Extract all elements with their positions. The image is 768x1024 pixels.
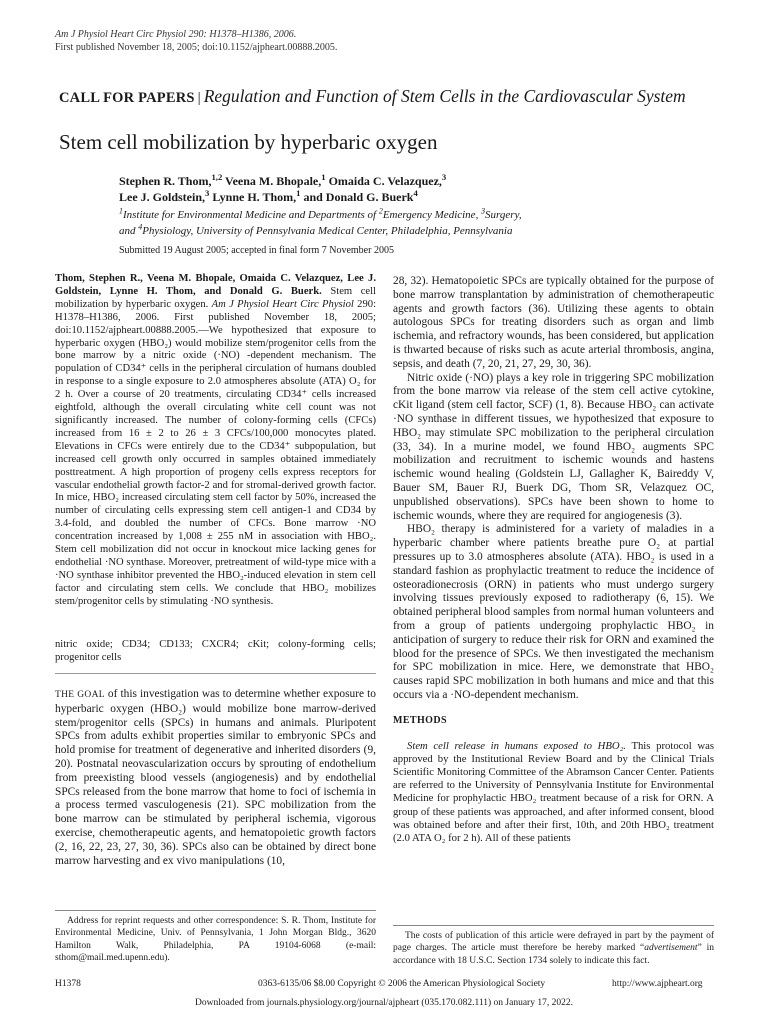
intro-paragraph-2: Nitric oxide (·NO) plays a key role in triggering SPC mobilization from the bone marrow via release of the stem cell active cytokine, cKit ligand (stem cell factor, SCF) (1, 8). Because HBO₂ can activate ·NO synthase in different tissues, we hypothesized that exposure to HBO₂ may stimulate SPC mobilization to the peripheral circulation (33, 34). In a murine model, we found HBO₂ augments SPC mobilization and recruitment to ischemic wounds and hastens ischemic wound healing (Goldstein LJ, Gallagher K, Baireddy V, Bauer SM, Bauer RJ, Buerk DG, Thom SR, Velazquez OC, unpublished observations). SPCs have been shown to home to ischemic wounds, where they are required for angiogenesis (3). bbox=[393, 371, 714, 522]
series-title: Regulation and Function of Stem Cells in the Cardiovascular System bbox=[203, 86, 686, 106]
author-line-1: Stephen R. Thom,$^{1,2}$ Veena M. Bhopale,$^1$ Omaida C. Velazquez,$^3$ bbox=[119, 172, 447, 188]
methods-paragraph bbox=[393, 740, 714, 846]
journal-header bbox=[55, 28, 337, 54]
cost-text-a: The costs of publication of this article were defrayed in part by the payment of page charges. The article must therefore be hereby marked “ bbox=[393, 931, 714, 954]
abstract-citation-rest: 290: H1378–H1386, 2006. First published November 18, 2005; doi:10.1152/ajpheart.00888.2005.— bbox=[55, 298, 377, 336]
cost-text-b: ” in accordance with 18 U.S.C. Section 1734 solely to indicate this fact. bbox=[393, 943, 715, 966]
copyright-line: 0363-6135/06 $8.00 Copyright © 2006 the American Physiological Society bbox=[258, 979, 546, 989]
abstract-citation-authors: Thom, Stephen R., Veena M. Bhopale, Omaida C. Velazquez, Lee J. Goldstein, Lynne H. Thom, and Donald G. Buerk. bbox=[55, 273, 376, 297]
correspondence-footnote bbox=[55, 910, 376, 964]
author-line-2: Lee J. Goldstein,$^3$ Lynne H. Thom,$^1$ and Donald G. Buerk$^4$ bbox=[119, 187, 418, 204]
right-column bbox=[393, 275, 714, 845]
cost-text-advertisement: advertisement bbox=[644, 943, 698, 954]
affiliation-line-1: $^1$Institute for Environmental Medicine and Departments of $^2$Emergency Medicine, $^3$Surgery, bbox=[119, 206, 522, 221]
abstract-journal: Am J Physiol Heart Circ Physiol bbox=[211, 298, 354, 310]
publication-cost-footnote bbox=[393, 925, 714, 967]
abstract-body: We hypothesized that exposure to hyperbaric oxygen (HBO₂) would mobilize stem/progenitor cells from the bone marrow by a nitric oxide (·NO) -dependent mechanism. The population of CD34⁺ cells in the peripheral circulation of humans doubled in response to a single exposure to 2.0 atmospheres absolute (ATA) O₂ for 2 h. Over a course of 20 treatments, circulating CD34⁺ cells increased eightfold, although the overall circulating white cell count was not significantly increased. The number of colony-forming cells (CFCs) increased from 16 ± 2 to 26 ± 3 CFCs/100,000 monocytes plated. Elevations in CFCs were entirely due to the CD34⁺ subpopulation, but increased cell growth only occurred in samples obtained immediately posttreatment. A high proportion of progeny cells express receptors for vascular endothelial growth factor-2 and for stromal-derived growth factor. In mice, HBO₂ increased circulating stem cell factor by 50%, increased the number of circulating cells expressing stem cell antigen-1 and CD34 by 3.4-fold, and doubled the number of CFCs. Bone marrow ·NO concentration increased by 1,008 ± 255 nM in association with HBO₂. Stem cell mobilization did not occur in knockout mice lacking genes for endothelial ·NO synthase. Moreover, pretreatment of wild-type mice with a ·NO synthase inhibitor prevented the HBO₂-induced elevation in stem cell factor and circulating stem cells. We conclude that HBO₂ mobilizes stem/progenitor cells by stimulating ·NO synthesis. bbox=[55, 324, 376, 607]
methods-subheading: Stem cell release in humans exposed to HBO₂. bbox=[407, 739, 626, 752]
journal-citation: Am J Physiol Heart Circ Physiol 290: H1378–H1386, 2006. bbox=[55, 29, 297, 40]
intro-lead: THE GOAL bbox=[55, 690, 105, 700]
affiliation-line-2: and $^4$Physiology, University of Pennsylvania Medical Center, Philadelphia, Pennsylvania bbox=[119, 222, 513, 237]
banner-separator: | bbox=[197, 90, 201, 106]
call-for-papers-label: CALL FOR PAPERS bbox=[59, 90, 195, 106]
intro-body: of this investigation was to determine whether exposure to hyperbaric oxygen (HBO₂) would mobilize bone marrow-derived stem/progenitor cells (SPCs) in humans and animals. Pluripotent SPCs from adults exhibit properties similar to embryonic SPCs and hold promise for treatment of degenerative and inherited disorders (9, 20). Postnatal neovascularization occurs by sprouting of endothelium from preexisting blood vessels (angiogenesis) and by endothelial SPCs released from the bone marrow that home to foci of ischemia in a process termed vasculogenesis (21). SPC mobilization from the bone marrow can be stimulated by peripheral ischemia, vigorous exercise, chemotherapeutic agents, and hematopoietic growth factors (2, 16, 22, 23, 27, 30, 36). SPCs also can be obtained by direct bone marrow harvesting and ex vivo manipulations (10, bbox=[55, 688, 376, 867]
intro-paragraph-1: 28, 32). Hematopoietic SPCs are typically obtained for the purpose of bone marrow transplantation by administration of chemotherapeutic agents and growth factors (36). Utilizing these agents to obtain autologous SPCs for treating disorders such as organ and limb ischemia, and refractory wounds, has been considered, but application is thwarted because of risks such as acute arterial thrombosis, angina, sepsis, and death (7, 20, 21, 27, 29, 30, 36). bbox=[393, 275, 714, 370]
correspondence-text: Address for reprint requests and other correspondence: S. R. Thom, Institute for Environmental Medicine, Univ. of Pennsylvania, 1 John Morgan Bldg., 3620 Hamilton Walk, Philadelphia, PA 19104-6068 (e-mail: sthom@mail.med.upenn.edu). bbox=[55, 916, 376, 963]
affiliations bbox=[119, 207, 522, 239]
download-notice: Downloaded from journals.physiology.org/journal/ajpheart (035.170.082.111) on January 17, 2022. bbox=[195, 998, 573, 1008]
abstract bbox=[55, 273, 376, 609]
page-number: H1378 bbox=[55, 979, 81, 989]
methods-body: This protocol was approved by the Institutional Review Board and by the Clinical Trials Scientific Monitoring Committee of the Abramson Cancer Center. Patients are referred to the University of Pennsylvania Institute for Environmental Medicine for prophylactic HBO₂ treatment because of a risk for ORN. A group of these patients was approached, and after informed consent, blood was obtained before and after their first, 10th, and 20th HBO₂ treatment (2.0 ATA O₂ for 2 h). All of these patients bbox=[393, 739, 715, 844]
author-list bbox=[119, 174, 446, 205]
call-for-papers-banner bbox=[59, 86, 729, 107]
footnote-rule bbox=[55, 910, 376, 911]
journal-url[interactable]: http://www.ajpheart.org bbox=[612, 979, 703, 989]
intro-paragraph-3: HBO₂ therapy is administered for a variety of maladies in a hyperbaric chamber where patients breathe pure O₂ at partial pressures up to 3.0 atmospheres absolute (ATA). HBO₂ is used in a standard fashion as prophylactic treatment to reduce the incidence of osteoradionecrosis (ORN) in patients who must undergo surgery involving tissues previously exposed to radiotherapy (6, 15). We obtained peripheral blood samples from normal human volunteers and from a group of patients undergoing prophylactic HBO₂ in anticipation of surgery to reduce their risk for ORN and examined the blood for the presence of SPCs. We then investigated the mechanism for SPC mobilization in mice. Here, we demonstrate that HBO₂ causes rapid SPC mobilization in both humans and mice and that this occurs via a ·NO-dependent mechanism. bbox=[393, 523, 714, 701]
first-published: First published November 18, 2005; doi:10.1152/ajpheart.00888.2005. bbox=[55, 42, 338, 53]
footnote-rule-right bbox=[393, 925, 714, 926]
abstract-divider bbox=[55, 673, 376, 674]
submission-dates: Submitted 19 August 2005; accepted in final form 7 November 2005 bbox=[119, 245, 394, 256]
introduction bbox=[55, 688, 376, 868]
article-title: Stem cell mobilization by hyperbaric oxygen bbox=[59, 130, 438, 154]
methods-heading: METHODS bbox=[393, 714, 447, 726]
abstract-lead: Stem cell mobilization by hyperbaric oxygen. bbox=[55, 285, 377, 310]
keywords: nitric oxide; CD34; CD133; CXCR4; cKit; colony-forming cells; progenitor cells bbox=[55, 639, 376, 663]
